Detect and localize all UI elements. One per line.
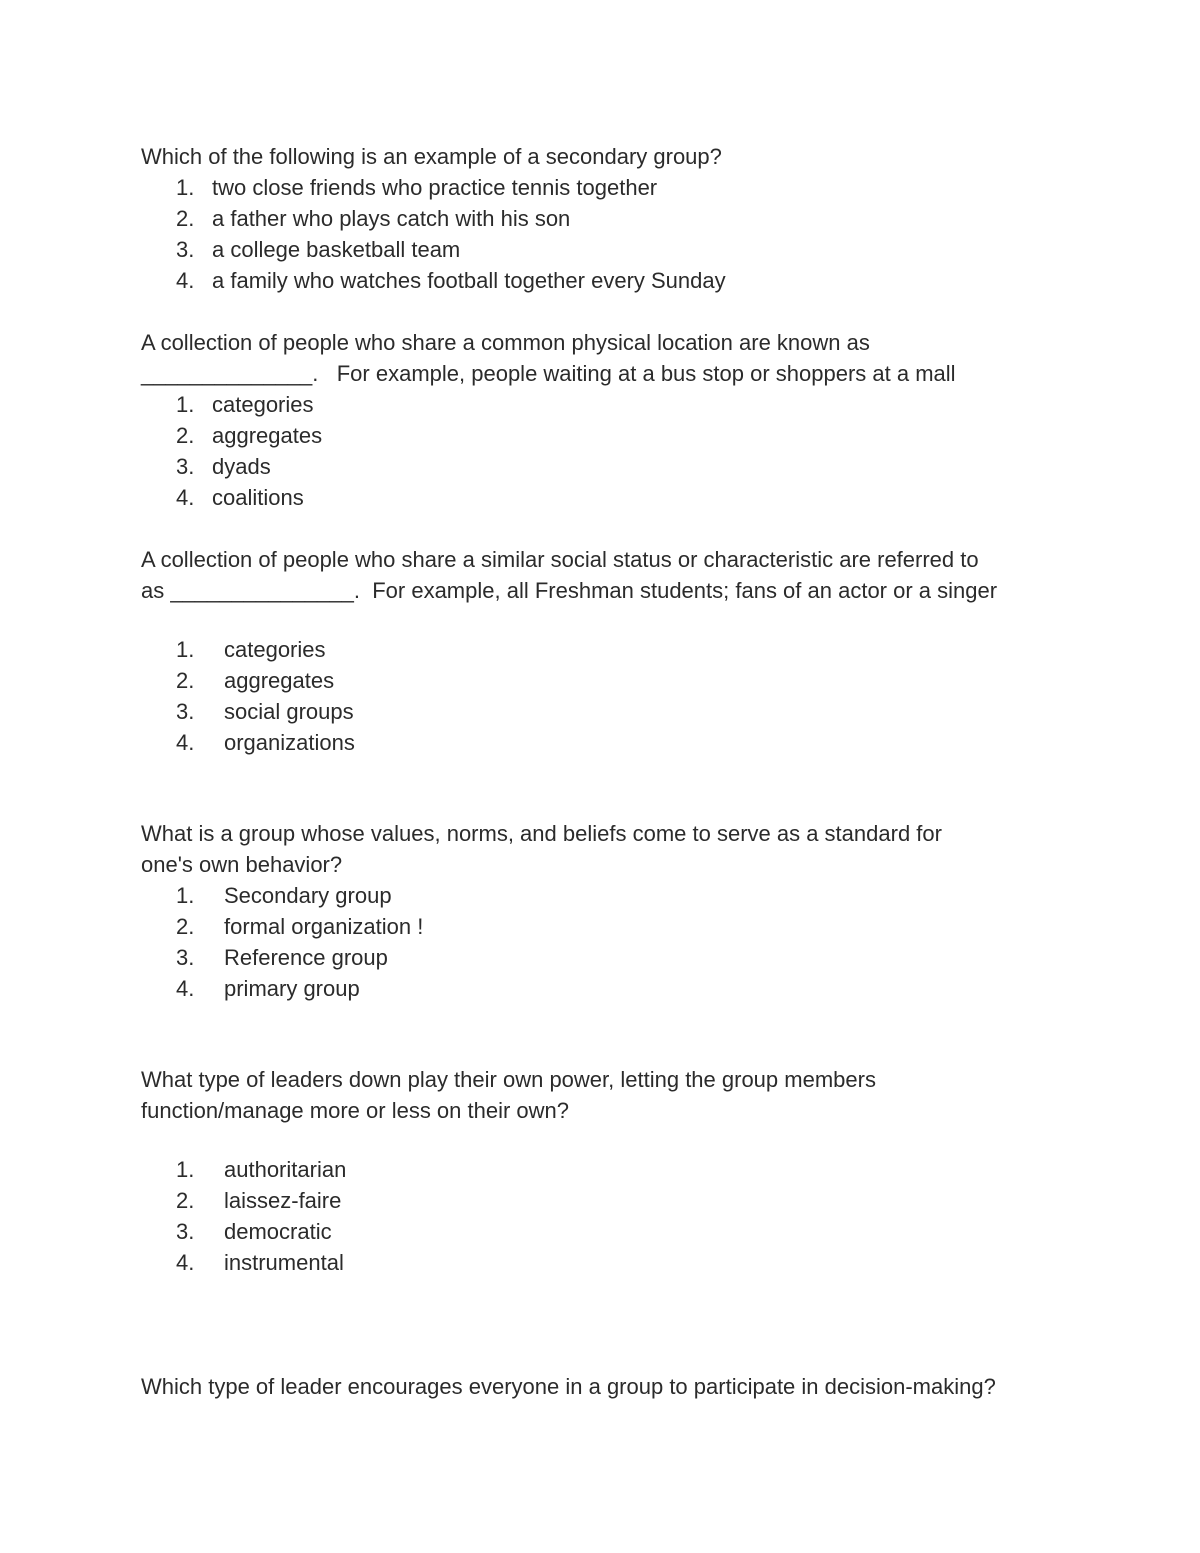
option-item: 2. a father who plays catch with his son xyxy=(176,206,571,231)
question-2-options xyxy=(141,389,1081,513)
option-item: 3. democratic xyxy=(176,1219,332,1244)
option-item: 3. social groups xyxy=(176,699,354,724)
question-5-stem: What type of leaders down play their own power, letting the group members function/manage more or less on their own? xyxy=(141,1067,876,1123)
question-5 xyxy=(141,1064,1081,1278)
option-item: 4. a family who watches football together every Sunday xyxy=(176,268,726,293)
question-5-options xyxy=(141,1154,1081,1278)
question-2 xyxy=(141,327,1081,513)
question-3-stem: A collection of people who share a similar social status or characteristic are referred to as _______________. For example, all Freshman students; fans of an actor or a singer xyxy=(141,547,998,603)
option-item: 1. two close friends who practice tennis together xyxy=(176,175,658,200)
option-item: 2. aggregates xyxy=(176,423,323,448)
question-4-options xyxy=(141,880,1081,1004)
option-item: 4. coalitions xyxy=(176,485,304,510)
option-item: 4. primary group xyxy=(176,976,360,1001)
option-item: 3. dyads xyxy=(176,454,271,479)
question-1-options xyxy=(141,172,1081,296)
question-4-stem: What is a group whose values, norms, and beliefs come to serve as a standard for one's own behavior? xyxy=(141,821,942,877)
question-6-stem: Which type of leader encourages everyone in a group to participate in decision-making? xyxy=(141,1374,996,1399)
question-3 xyxy=(141,544,1081,758)
question-2-stem: A collection of people who share a common physical location are known as ______________. For example, people waiting at a bus stop or shoppers at a mall xyxy=(141,330,956,386)
question-6 xyxy=(141,1371,1081,1402)
option-item: 2. aggregates xyxy=(176,668,335,693)
option-item: 2. formal organization ! xyxy=(176,914,424,939)
question-1-stem: Which of the following is an example of a secondary group? xyxy=(141,144,722,169)
option-item: 4. instrumental xyxy=(176,1250,344,1275)
option-item: 3. a college basketball team xyxy=(176,237,461,262)
option-item: 1. categories xyxy=(176,637,326,662)
question-1 xyxy=(141,141,1081,296)
question-4 xyxy=(141,818,1081,1004)
question-3-options xyxy=(141,634,1081,758)
option-item: 1. categories xyxy=(176,392,314,417)
option-item: 1. Secondary group xyxy=(176,883,392,908)
option-item: 3. Reference group xyxy=(176,945,388,970)
option-item: 4. organizations xyxy=(176,730,355,755)
option-item: 2. laissez-faire xyxy=(176,1188,342,1213)
option-item: 1. authoritarian xyxy=(176,1157,347,1182)
